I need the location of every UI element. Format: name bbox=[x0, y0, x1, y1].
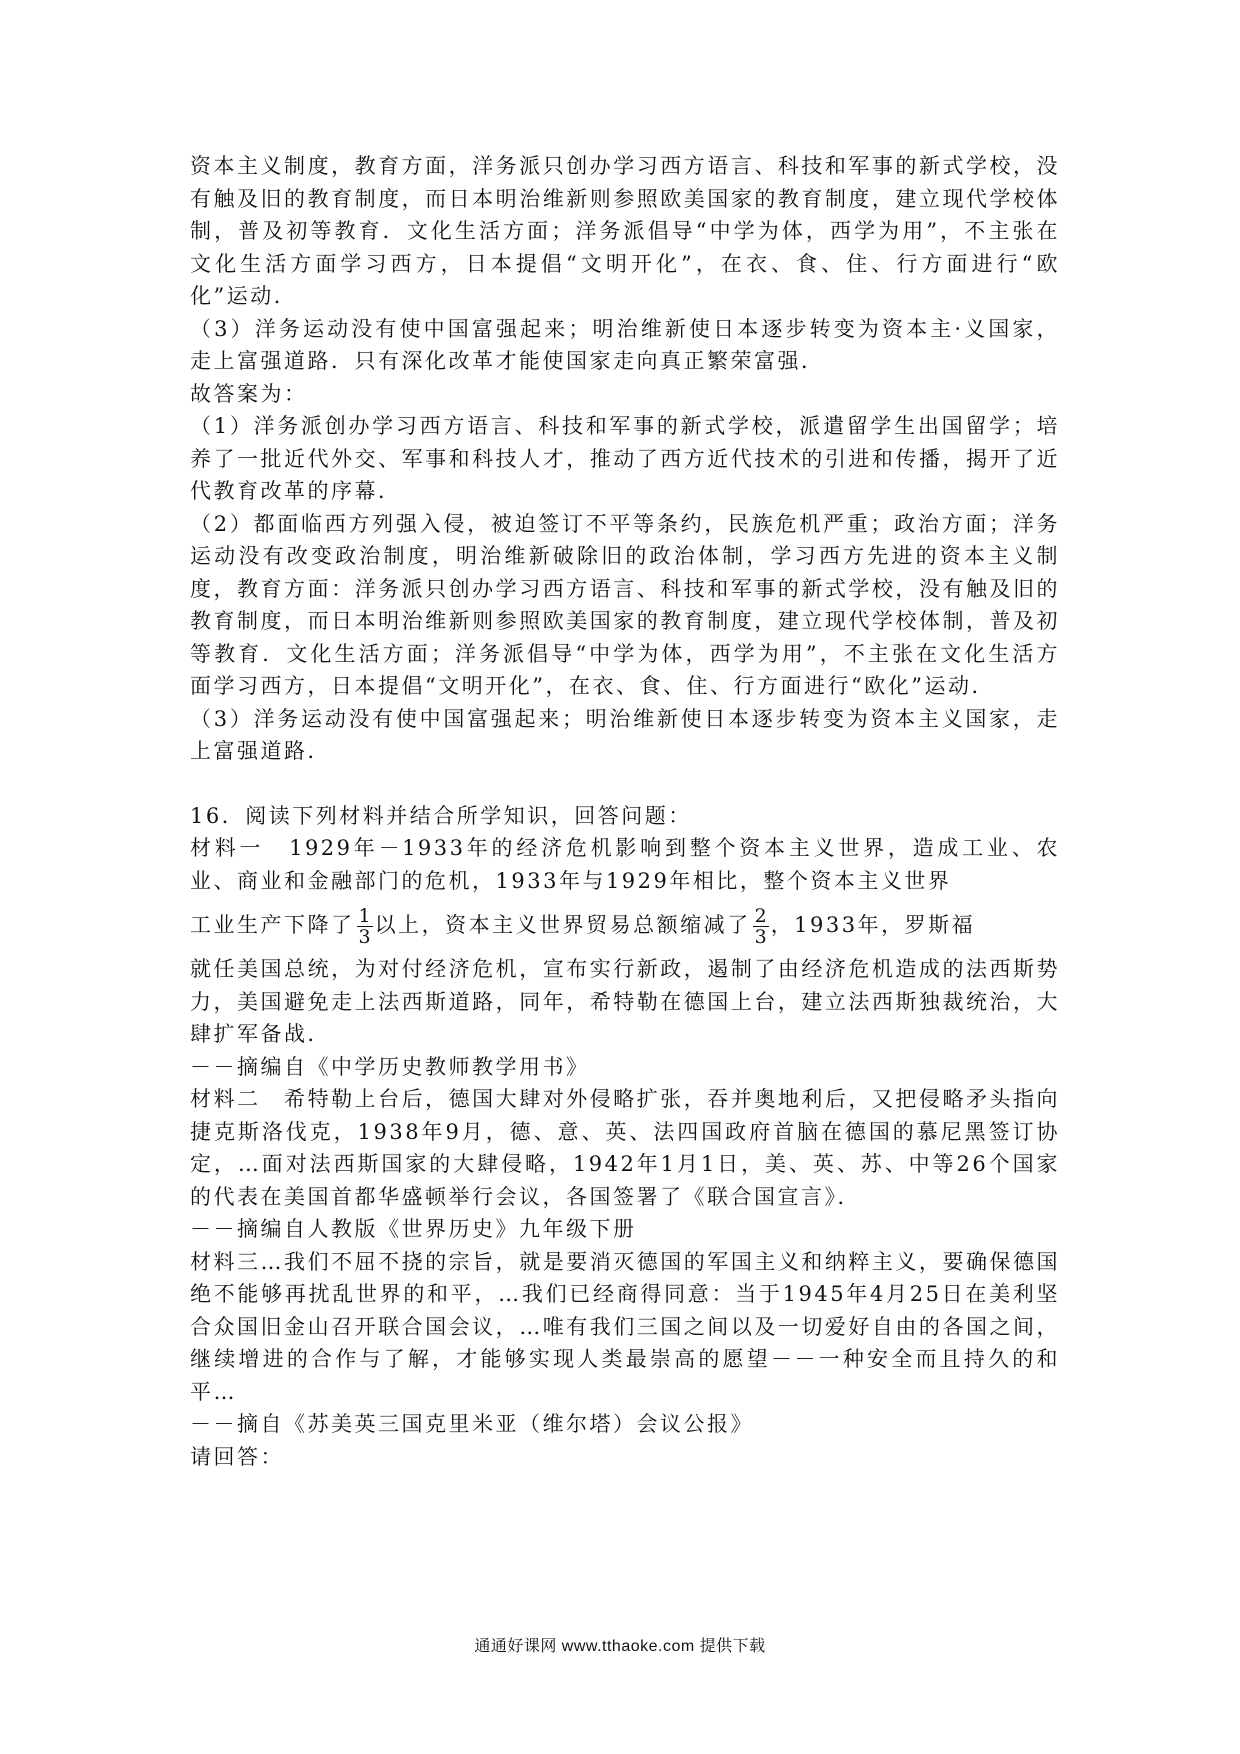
answer-paragraph: （3）洋务运动没有使中国富强起来；明治维新使日本逐步转变为资本主·义国家，走上富强道路．只有深化改革才能使国家走向真正繁荣富强． bbox=[190, 316, 1060, 373]
fraction-denominator: 3 bbox=[358, 926, 371, 948]
section-gap bbox=[190, 768, 1060, 800]
answer-paragraph: 资本主义制度，教育方面，洋务派只创办学习西方语言、科技和军事的新式学校，没有触及旧的教育制度，而日本明治维新则参照欧美国家的教育制度，建立现代学校体制，普及初等教育．文化生活方面；洋务派倡导“中学为体，西学为用”，不主张在文化生活方面学习西方，日本提倡“文明开化”，在衣、食、住、行方面进行“欧化”运动． bbox=[190, 154, 1060, 308]
question-title: 16．阅读下列材料并结合所学知识，回答问题： bbox=[190, 803, 692, 828]
material-1-text: 材料一 1929年－1933年的经济危机影响到整个资本主义世界，造成工业、农业、商业和金融部门的危机，1933年与1929年相比，整个资本主义世界 bbox=[190, 836, 1060, 893]
material-1-text-a: 工业生产下降了 bbox=[190, 913, 355, 937]
material-2-source: －－摘编自人教版《世界历史》九年级下册 bbox=[190, 1217, 637, 1241]
material-1-text-b: 以上，资本主义世界贸易总额缩减了 bbox=[374, 913, 751, 937]
material-1-text-c: ，1933年，罗斯福 bbox=[770, 913, 976, 937]
fraction-one-third bbox=[357, 906, 373, 947]
footer-credit: 通通好课网 www.tthaoke.com 提供下载 bbox=[474, 1638, 766, 1655]
material-1-fraction-line bbox=[190, 897, 1060, 953]
material-1-text-continued: 就任美国总统，为对付经济危机，宣布实行新政，遏制了由经济危机造成的法西斯势力，美国避免走上法西斯道路，同年，希特勒在德国上台，建立法西斯独裁统治，大肆扩军备战． bbox=[190, 957, 1060, 1046]
fraction-numerator: 1 bbox=[358, 905, 371, 927]
material-2-text: 材料二 希特勒上台后，德国大肆对外侵略扩张，吞并奥地利后，又把侵略矛头指向捷克斯洛伐克，1938年9月，德、意、英、法四国政府首脑在德国的慕尼黑签订协定，…面对法西斯国家的大肆侵略，1942年1月1日，美、英、苏、中等26个国家的代表在美国首都华盛顿举行会议，各国签署了《联合国宣言》． bbox=[190, 1087, 1060, 1209]
fraction-denominator: 3 bbox=[754, 926, 767, 948]
fraction-two-thirds bbox=[753, 906, 769, 947]
document-body bbox=[190, 150, 1060, 1473]
material-3-source: －－摘自《苏美英三国克里米亚（维尔塔）会议公报》 bbox=[190, 1412, 754, 1436]
answer-prompt: 请回答： bbox=[190, 1444, 284, 1469]
answer-paragraph: （3）洋务运动没有使中国富强起来；明治维新使日本逐步转变为资本主义国家，走上富强道路． bbox=[190, 706, 1060, 763]
material-3-text: 材料三…我们不屈不挠的宗旨，就是要消灭德国的军国主义和纳粹主义，要确保德国绝不能够再扰乱世界的和平，…我们已经商得同意：当于1945年4月25日在美利坚合众国旧金山召开联合国会议，…唯有我们三国之间以及一切爱好自由的各国之间，继续增进的合作与了解，才能够实现人类最崇高的愿望－－一种安全而且持久的和平… bbox=[190, 1249, 1060, 1404]
fraction-numerator: 2 bbox=[754, 905, 767, 927]
answer-paragraph: （2）都面临西方列强入侵，被迫签订不平等条约，民族危机严重；政治方面；洋务运动没有改变政治制度，明治维新破除旧的政治体制，学习西方先进的资本主义制度，教育方面：洋务派只创办学习西方语言、科技和军事的新式学校，没有触及旧的教育制度，而日本明治维新则参照欧美国家的教育制度，建立现代学校体制，普及初等教育．文化生活方面；洋务派倡导“中学为体，西学为用”，不主张在文化生活方面学习西方，日本提倡“文明开化”，在衣、食、住、行方面进行“欧化”运动． bbox=[190, 511, 1060, 698]
material-1-source: －－摘编自《中学历史教师教学用书》 bbox=[190, 1054, 590, 1079]
answer-label: 故答案为： bbox=[190, 381, 308, 406]
answer-paragraph: （1）洋务派创办学习西方语言、科技和军事的新式学校，派遣留学生出国留学；培养了一批近代外交、军事和科技人才，推动了西方近代技术的引进和传播，揭开了近代教育改革的序幕． bbox=[190, 414, 1060, 503]
